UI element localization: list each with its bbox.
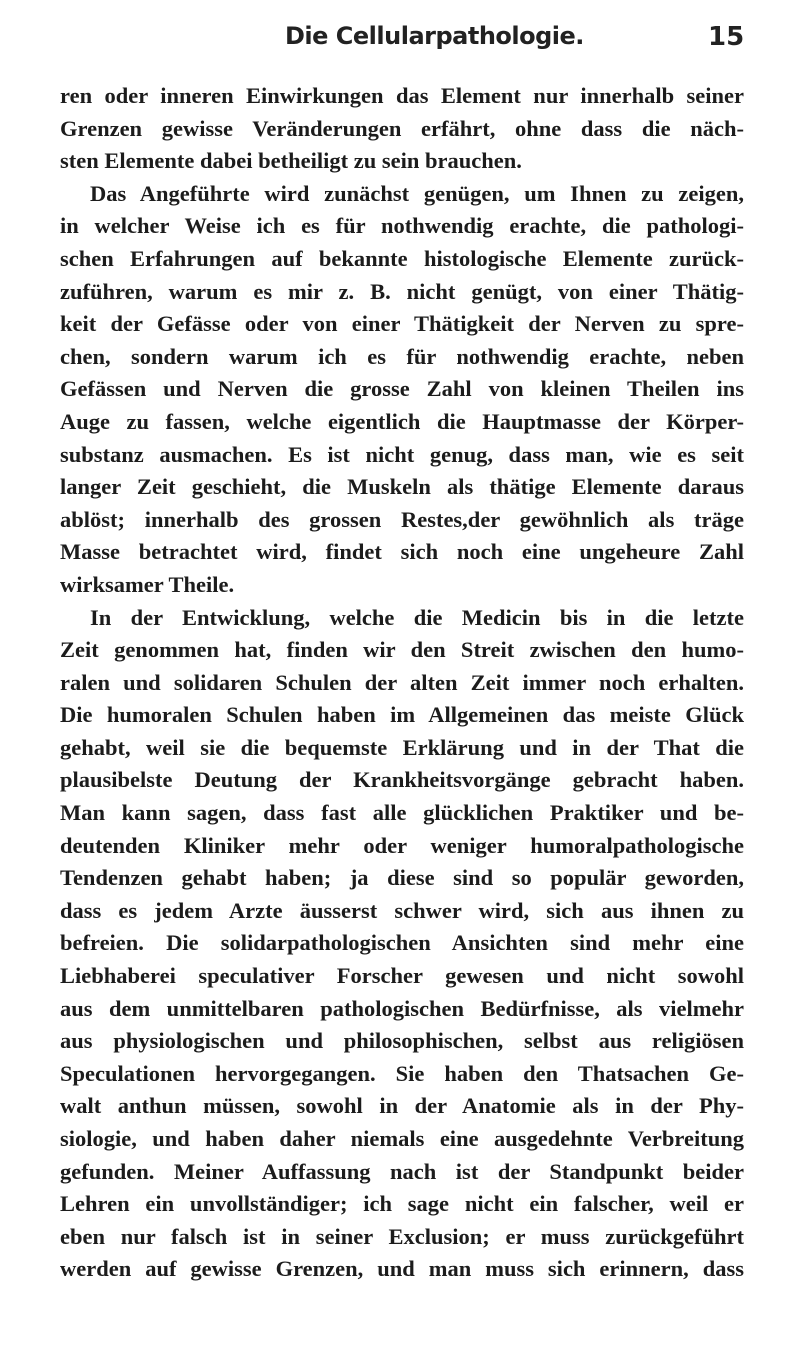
text-line: in welcher Weise ich es für nothwendig erachte, die pathologi- — [60, 213, 744, 239]
text-line: Speculationen hervorgegangen. Sie haben den Thatsachen Ge- — [60, 1060, 744, 1086]
text-line: Die humoralen Schulen haben im Allgemeinen das meiste Glück — [60, 702, 744, 728]
text-line: eben nur falsch ist in seiner Exclusion; er muss zurückgeführt — [60, 1223, 744, 1249]
text-line: Masse betrachtet wird, findet sich noch eine ungeheure Zahl — [60, 539, 744, 565]
text-line: Das Angeführte wird zunächst genügen, um Ihnen zu zeigen, — [90, 180, 744, 206]
text-line: Zeit genommen hat, finden wir den Streit zwischen den humo- — [60, 637, 744, 663]
text-line: Grenzen gewisse Veränderungen erfährt, ohne dass die näch- — [60, 115, 744, 141]
text-line: keit der Gefässe oder von einer Thätigkeit der Nerven zu spre- — [60, 311, 744, 337]
text-line: wirksamer Theile. — [60, 571, 235, 597]
text-line: gefunden. Meiner Auffassung nach ist der Standpunkt beider — [60, 1158, 744, 1184]
text-line: ren oder inneren Einwirkungen das Element nur innerhalb seiner — [60, 83, 744, 108]
text-line: walt anthun müssen, sowohl in der Anatomie als in der Phy- — [60, 1093, 744, 1119]
text-line: befreien. Die solidarpathologischen Ansichten sind mehr eine — [60, 930, 744, 956]
text-line: werden auf gewisse Grenzen, und man muss sich erinnern, dass — [60, 1256, 744, 1282]
text-line: aus physiologischen und philosophischen, selbst aus religiösen — [60, 1028, 744, 1054]
text-line: Lehren ein unvollständiger; ich sage nicht ein falscher, weil er — [60, 1191, 744, 1217]
body-text — [60, 80, 744, 1286]
text-line: zuführen, warum es mir z. B. nicht genügt, von einer Thätig- — [60, 278, 744, 304]
text-line: deutenden Kliniker mehr oder weniger humoralpathologische — [60, 832, 744, 858]
text-line: Liebhaberei speculativer Forscher gewesen und nicht sowohl — [60, 963, 744, 989]
text-line: gehabt, weil sie die bequemste Erklärung und in der That die — [60, 734, 744, 760]
text-line: aus dem unmittelbaren pathologischen Bedürfnisse, als vielmehr — [60, 995, 744, 1021]
running-head — [0, 22, 800, 62]
text-line: Gefässen und Nerven die grosse Zahl von kleinen Theilen ins — [60, 376, 744, 402]
text-line: Man kann sagen, dass fast alle glücklichen Praktiker und be- — [60, 800, 744, 826]
text-line: dass es jedem Arzte äusserst schwer wird, sich aus ihnen zu — [60, 897, 744, 923]
text-line: plausibelste Deutung der Krankheitsvorgänge gebracht haben. — [60, 767, 744, 793]
text-line: langer Zeit geschieht, die Muskeln als thätige Elemente daraus — [60, 474, 744, 500]
text-line: In der Entwicklung, welche die Medicin bis in die letzte — [90, 604, 744, 630]
text-line: substanz ausmachen. Es ist nicht genug, dass man, wie es seit — [60, 441, 744, 467]
running-head-title: Die Cellularpathologie. — [285, 22, 584, 50]
text-line: chen, sondern warum ich es für nothwendig erachte, neben — [60, 343, 744, 369]
text-line: Auge zu fassen, welche eigentlich die Hauptmasse der Körper- — [60, 408, 744, 434]
page-number: 15 — [708, 22, 745, 52]
text-line: schen Erfahrungen auf bekannte histologische Elemente zurück- — [60, 245, 744, 271]
text-line: siologie, und haben daher niemals eine ausgedehnte Verbreitung — [60, 1126, 744, 1151]
text-line: sten Elemente dabei betheiligt zu sein brauchen. — [60, 148, 522, 174]
text-line: ablöst; innerhalb des grossen Restes,der gewöhnlich als träge — [60, 506, 744, 532]
text-line: Tendenzen gehabt haben; ja diese sind so populär geworden, — [60, 865, 744, 891]
text-line: ralen und solidaren Schulen der alten Zeit immer noch erhalten. — [60, 669, 744, 695]
